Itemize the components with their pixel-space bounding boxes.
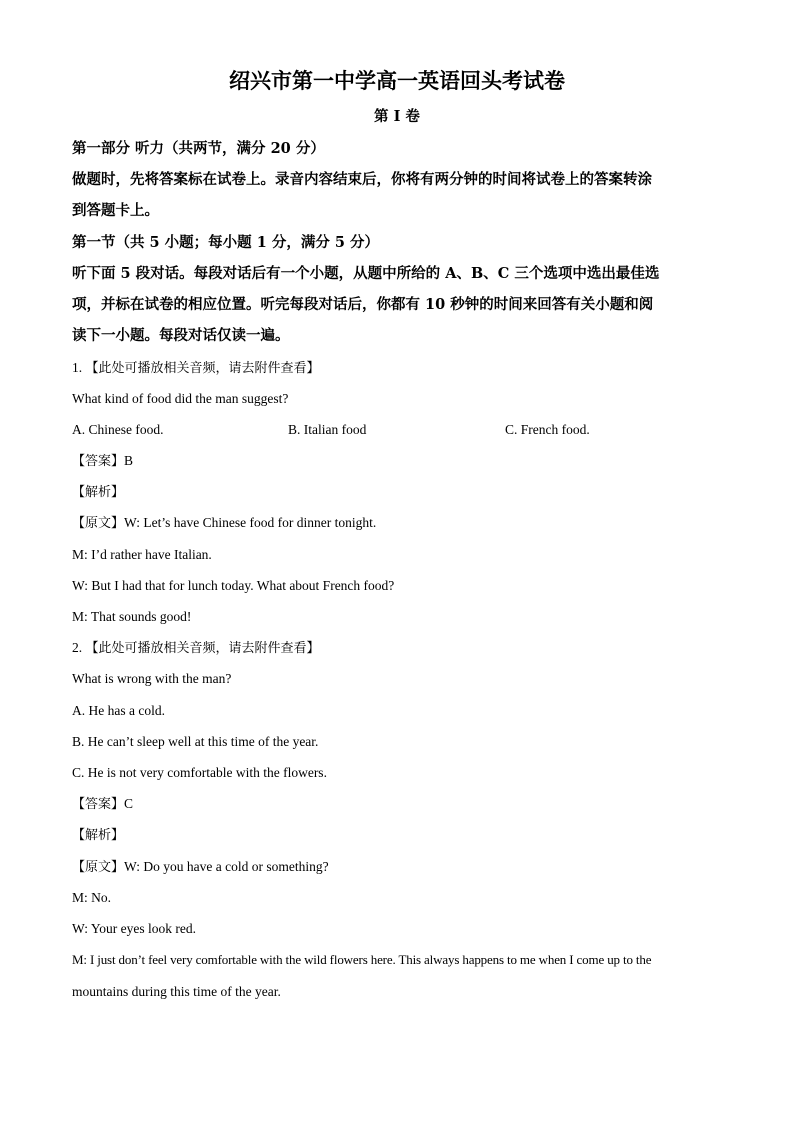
part1-heading: 第一部分 听力（共两节，满分 20 分） xyxy=(72,140,325,157)
question-1-option-a: A. Chinese food. xyxy=(72,422,164,437)
question-2-stem: What is wrong with the man? xyxy=(72,671,232,686)
section1-line-2: 项，并标在试卷的相应位置。听完每段对话后，你都有 10 秒钟的时间来回答有关小题和阅 xyxy=(72,296,654,313)
question-1-transcript-2: M: I’d rather have Italian. xyxy=(72,547,212,562)
question-2-analysis xyxy=(72,825,722,846)
question-1-transcript-3: W: But I had that for lunch today. What about French food? xyxy=(72,578,395,593)
question-2-option-a: A. He has a cold. xyxy=(72,703,165,718)
question-1-transcript-4: M: That sounds good! xyxy=(72,609,192,624)
transcript-label: 【原文】 xyxy=(72,860,125,875)
question-1-header xyxy=(72,358,722,379)
question-1-transcript-1 xyxy=(72,513,722,534)
instruction-line-2: 到答题卡上。 xyxy=(72,202,159,219)
question-1-stem: What kind of food did the man suggest? xyxy=(72,391,289,406)
transcript-text: W: Do you have a cold or something? xyxy=(124,859,329,874)
answer-label: 【答案】 xyxy=(72,797,125,812)
analysis-label: 【解析】 xyxy=(72,828,125,843)
transcript-text: W: Let’s have Chinese food for dinner tonight. xyxy=(124,515,377,530)
question-2-option-b: B. He can’t sleep well at this time of the year. xyxy=(72,734,319,749)
transcript-label: 【原文】 xyxy=(72,516,125,531)
answer-value: C xyxy=(124,796,134,811)
question-2-option-c: C. He is not very comfortable with the flowers. xyxy=(72,765,327,780)
audio-note: 【此处可播放相关音频，请去附件查看】 xyxy=(85,361,320,376)
volume-label: 第 I 卷 xyxy=(374,108,420,125)
question-2-header xyxy=(72,638,722,659)
question-2-transcript-1 xyxy=(72,857,722,878)
question-1-analysis xyxy=(72,482,722,503)
analysis-label: 【解析】 xyxy=(72,485,125,500)
section1-line-3: 读下一小题。每段对话仅读一遍。 xyxy=(72,327,290,344)
exam-title: 绍兴市第一中学高一英语回头考试卷 xyxy=(229,68,565,93)
answer-label: 【答案】 xyxy=(72,454,125,469)
section1-line-1: 听下面 5 段对话。每段对话后有一个小题，从题中所给的 A、B、C 三个选项中选出最佳选 xyxy=(72,265,660,282)
question-2-answer xyxy=(72,794,722,815)
audio-note: 【此处可播放相关音频，请去附件查看】 xyxy=(85,641,320,656)
question-1-option-c: C. French food. xyxy=(505,422,590,437)
question-2-transcript-3: W: Your eyes look red. xyxy=(72,921,196,936)
question-2-transcript-2: M: No. xyxy=(72,890,112,905)
section1-heading: 第一节（共 5 小题；每小题 1 分，满分 5 分） xyxy=(72,234,380,251)
question-2-transcript-4a: M: I just don’t feel very comfortable with the wild flowers here. This always happens to me when I come up to the xyxy=(72,952,652,967)
question-1-answer xyxy=(72,451,722,472)
question-number: 2. xyxy=(72,640,83,655)
question-2-transcript-4b: mountains during this time of the year. xyxy=(72,984,281,999)
question-number: 1. xyxy=(72,360,83,375)
question-1-option-b: B. Italian food xyxy=(288,422,367,437)
answer-value: B xyxy=(124,453,134,468)
instruction-line-1: 做题时，先将答案标在试卷上。录音内容结束后，你将有两分钟的时间将试卷上的答案转涂 xyxy=(72,171,652,188)
